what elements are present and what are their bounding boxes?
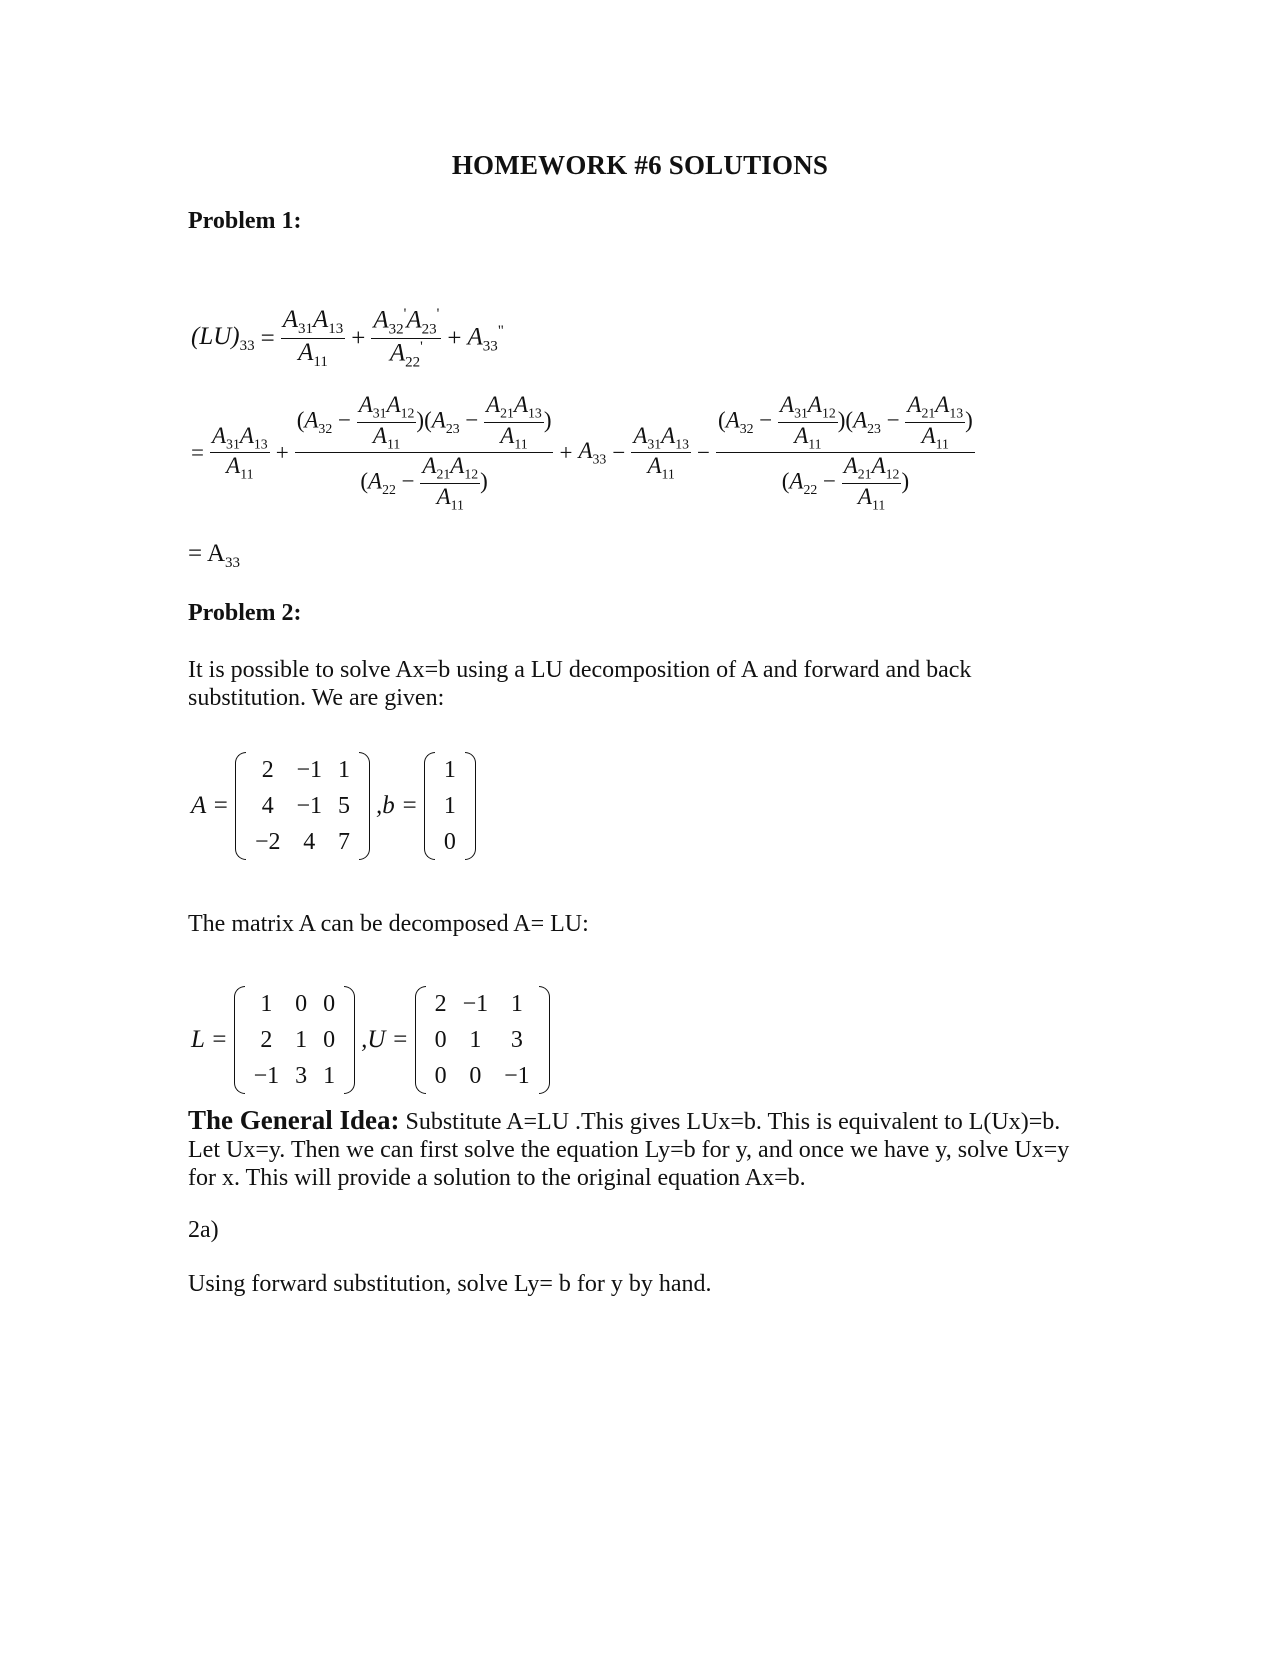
vector-b xyxy=(424,752,476,860)
vector-b-cell: 0 xyxy=(443,829,456,855)
matrix-l-cell: 1 xyxy=(323,1063,336,1089)
matrix-u-cell: −1 xyxy=(462,991,489,1017)
matrix-a-cell: 7 xyxy=(338,829,351,855)
equation-line-3: = $A_{33}$ xyxy=(188,540,241,571)
matrix-l-cell: 0 xyxy=(323,991,336,1017)
matrix-u xyxy=(415,986,550,1094)
matrix-l-cell: 1 xyxy=(260,991,273,1017)
general-idea-paragraph xyxy=(188,1106,1088,1192)
matrix-u-cell: 0 xyxy=(434,1063,447,1089)
page-title: HOMEWORK #6 SOLUTIONS xyxy=(451,150,829,180)
problem1-heading: Problem 1: xyxy=(188,208,302,234)
vector-b-cell: 1 xyxy=(443,793,456,819)
matrix-u-cell: 0 xyxy=(469,1063,482,1089)
matrix-u-cell: 0 xyxy=(434,1027,447,1053)
matrix-a-cell: −1 xyxy=(296,793,323,819)
matrix-a xyxy=(235,752,370,860)
problem2-intro: It is possible to solve Ax=b using a LU decomposition of A and forward and back substitution. We are given: xyxy=(188,657,972,711)
lu-symbol: (LU) xyxy=(191,322,240,350)
matrix-a-cell: 4 xyxy=(303,829,316,855)
equation-line-2: = $\frac{A_{31}A_{13}}{A_{11}}$ + ($A_{32}$ − $\frac{A_{31}A_{12}}{A_{11}}$ )($A_{23}$ − $\frac{A_{21}A_{13}}{A_{11}}$ ) ($A_{22}$ − $\frac{A_{21}A_{12}}{A_{11}}$ ) + $A_{33}$ − $\frac{A_{31}A_{13}}{A_{11}}$ − ($A_{32}$ − $\frac{A_{31}A_{12}}{A_{11}}$ )($A_{23}$ − $\frac{A_{21}A_{13}}{A_{11}}$ ) ($A_{22}$ − $\frac{A_{21}A_{12}}{A_{11}}$ ) xyxy=(191,392,973,513)
matrix-a-cell: 4 xyxy=(261,793,274,819)
part-2a-label: 2a) xyxy=(188,1217,219,1243)
general-idea-text: Substitute A=LU .This gives LUx=b. This is equivalent to L(Ux)=b. Let Ux=y. Then we can first solve the equation Ly=b for y, and once we have y, solve Ux=y for x. This will provide a solution to the original equation Ax=b. xyxy=(188,1109,1070,1191)
matrix-u-cell: 2 xyxy=(434,991,447,1017)
matrix-a-cell: 2 xyxy=(261,757,274,783)
matrix-l-cell: 0 xyxy=(295,991,308,1017)
matrix-u-cell: 1 xyxy=(510,991,523,1017)
matrix-l-cell: 0 xyxy=(323,1027,336,1053)
vector-b-cell: 1 xyxy=(443,757,456,783)
matrix-u-cell: 1 xyxy=(469,1027,482,1053)
matrix-a-cell: 5 xyxy=(338,793,351,819)
matrix-u-cell: −1 xyxy=(504,1063,530,1089)
matrix-l-cell: 2 xyxy=(260,1027,273,1053)
matrix-l-cell: 1 xyxy=(295,1027,308,1053)
matrix-a-cell: 1 xyxy=(338,757,351,783)
lu-subscript: 33 xyxy=(239,337,255,354)
part-2a-text: Using forward substitution, solve Ly= b for y by hand. xyxy=(188,1271,712,1297)
general-idea-label: The General Idea: xyxy=(188,1105,400,1135)
lu-matrices: L = 1 0 0 2 1 0 −1 3 1 ,U = 2 −1 1 0 1 3 0 0 −1 xyxy=(188,986,553,1094)
matrix-a-cell: −1 xyxy=(296,757,323,783)
given-matrices: A = 2 −1 1 4 −1 5 −2 4 7 ,b = 1 1 0 xyxy=(188,752,479,860)
problem2-heading: Problem 2: xyxy=(188,600,302,626)
matrix-u-cell: 3 xyxy=(510,1027,523,1053)
matrix-l-cell: −1 xyxy=(253,1063,280,1089)
matrix-l xyxy=(234,986,356,1094)
matrix-l-cell: 3 xyxy=(295,1063,308,1089)
decomposition-text: The matrix A can be decomposed A= LU: xyxy=(188,911,589,937)
matrix-a-cell: −2 xyxy=(254,829,281,855)
equation-line-1: $(LU)_{33}$ = $\frac{A_{31}A_{13}}{A_{11}}$ + $\frac{A_{32}'A_{23}'}{A_{22}'}$ + $A_{33}^"$ xyxy=(191,306,504,371)
